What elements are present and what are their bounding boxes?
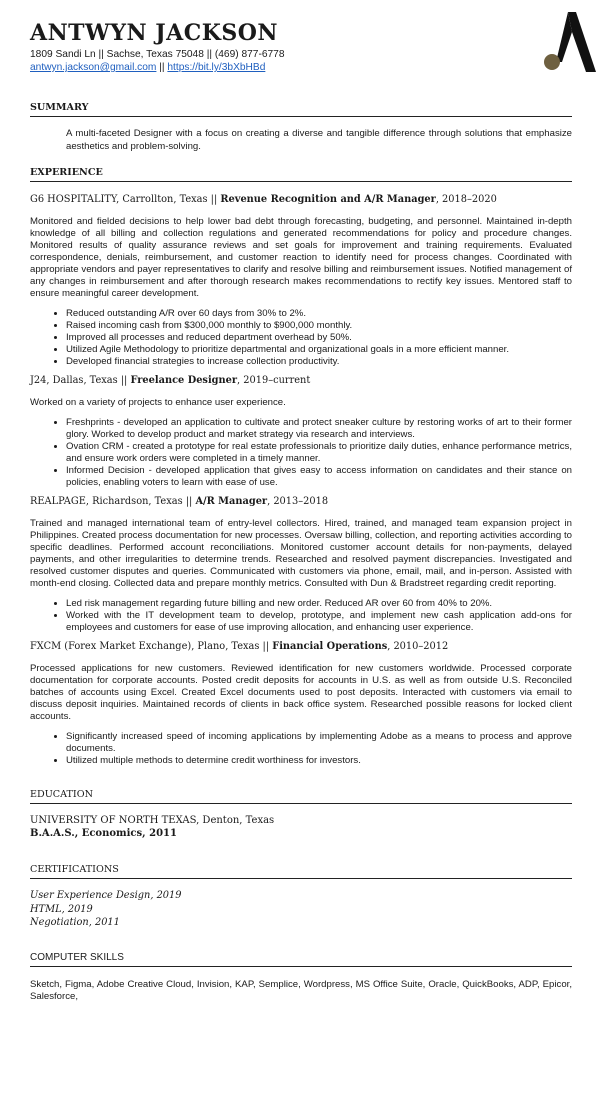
list-item: • Led risk management regarding future billing and new order. Reduced AR over 60 from 40% to 20%. (66, 598, 572, 610)
job-role: Freelance Designer (130, 375, 238, 386)
education-degree: B.A.A.S., Economics, 2011 (30, 828, 177, 839)
job-dates: , 2019–current (237, 375, 311, 386)
list-item: • Freshprints - developed an application to cultivate and protect sneaker culture by restoring works of art to their former glory. Worked to develop product and market strategy via research and interviews. (66, 417, 572, 441)
job-bullet-list (30, 598, 572, 634)
job-bullet-list (30, 417, 572, 489)
job-description: Monitored and fielded decisions to help lower bad debt through forecasting, budgeting, and personnel. Maintained in-depth knowledge of all billing and collection regulations and generated recommendations for policy and procedure changes. Monitored results of quality assurance reviews and set goals for improvement and training requirements. Evaluated correspondence, denials, reimbursement, and customer reaction to identify need for process changes. Coordinated with appropriate vendors and payer representatives to clarify and resolve billing and reimbursement issues. Notified management of any changes in reimbursement and after thorough research makes recommendations to rectify key issues. Mentored staff to ensure meaningful career development. (30, 216, 572, 299)
list-item: Negotiation, 2011 (30, 917, 120, 928)
job-company: J24, Dallas, Texas || (30, 375, 131, 386)
job-heading (30, 194, 572, 205)
certifications-heading: CERTIFICATIONS (30, 864, 572, 879)
job-dates: , 2018–2020 (435, 194, 497, 205)
skills-text: Sketch, Figma, Adobe Creative Cloud, Invision, KAP, Semplice, Wordpress, MS Office Suite, Oracle, QuickBooks, ADP, Epicor, Salesforce, (30, 978, 572, 1002)
email-link[interactable]: antwyn.jackson@gmail.com (30, 62, 157, 73)
link-separator: || (156, 62, 168, 73)
contact-address-line: 1809 Sandi Ln || Sachse, Texas 75048 || (469) 877-6778 (30, 49, 285, 60)
job-company: G6 HOSPITALITY, Carrollton, Texas || (30, 194, 221, 205)
list-item: • Significantly increased speed of incoming applications by implementing Adobe as a means to process and approve documents. (66, 731, 572, 755)
resume-page (30, 18, 572, 1004)
summary-text: A multi-faceted Designer with a focus on creating a diverse and tangible difference through solutions that emphasize aesthetics and problem-solving. (66, 128, 572, 152)
contact-links (30, 61, 572, 74)
list-item: • Worked with the IT development team to develop, prototype, and implement new cash application add-ons for employees and customers for ease of use improving allocation, and enhancing user experience. (66, 610, 572, 634)
job-heading (30, 641, 572, 652)
job-bullet-list (30, 308, 572, 368)
job-description: Processed applications for new customers. Reviewed identification for new customers worldwide. Processed corporate documentation for corporate accounts. Posted credit deposits for accounts in U.S. as well as from outside U.S. Reconciled batches of accounts using Excel. Created Excel documents used to post deposits. Interacted with customers via email to discuss deposit inquiries. Maintained records of clients in back office system. Researched possible reasons for locked client accounts. (30, 663, 572, 722)
job-description: Trained and managed international team of entry-level collectors. Hired, trained, and managed team expansion project in Philippines. Created process documentation for new processes. Oversaw billing, collection, and reporting activities according to specific deadlines. Performed account reconciliations. Monitored customer account details for non-payments, delayed payments, and other irregularities to determine trends. Researched and resolved payment discrepancies. Investigated and resolved customer disputes and queries. Communicated with customers via phone, email, mail, and in-person. Assisted with month-end closing. Collected data and prepare monthly metrics. Consulted with Dun & Bradstreet regarding credit reporting. (30, 518, 572, 589)
website-link[interactable]: https://bit.ly/3bXbHBd (167, 62, 266, 73)
list-item: • Ovation CRM - created a prototype for real estate professionals to prioritize daily duties, enhance performance metrics, and ensure work orders were completed in a timely manner. (66, 441, 572, 465)
job-role: Financial Operations (272, 641, 388, 652)
list-item: • Raised incoming cash from $300,000 monthly to $900,000 monthly. (66, 320, 572, 332)
job-role: Revenue Recognition and A/R Manager (220, 194, 436, 205)
job-role: A/R Manager (195, 496, 268, 507)
candidate-name: ANTWYN JACKSON (30, 20, 279, 46)
experience-heading: EXPERIENCE (30, 167, 572, 182)
summary-heading: SUMMARY (30, 102, 572, 117)
list-item: • Reduced outstanding A/R over 60 days from 30% to 2%. (66, 308, 572, 320)
job-heading (30, 496, 572, 507)
job-bullet-list (30, 731, 572, 767)
list-item: User Experience Design, 2019 (30, 890, 182, 901)
education-heading: EDUCATION (30, 789, 572, 804)
list-item: • Improved all processes and reduced department overhead by 50%. (66, 332, 572, 344)
list-item: • Utilized multiple methods to determine credit worthiness for investors. (66, 755, 572, 767)
skills-heading: COMPUTER SKILLS (30, 952, 572, 967)
list-item: • Utilized Agile Methodology to prioritize departmental and organizational goals in a more efficient manner. (66, 344, 572, 356)
job-company: REALPAGE, Richardson, Texas || (30, 496, 196, 507)
job-company: FXCM (Forex Market Exchange), Plano, Texas || (30, 641, 273, 652)
job-heading (30, 375, 572, 386)
list-item: HTML, 2019 (30, 903, 93, 915)
job-dates: , 2010–2012 (387, 641, 449, 652)
list-item: • Developed financial strategies to increase collection productivity. (66, 356, 572, 368)
certifications-list (30, 889, 572, 930)
job-description: Worked on a variety of projects to enhance user experience. (30, 397, 286, 408)
education-school: UNIVERSITY OF NORTH TEXAS, Denton, Texas (30, 815, 275, 826)
list-item: • Informed Decision - developed application that gives easy to access information on candidates and their stance on policies, enabling voters to learn with ease of use. (66, 465, 572, 489)
job-dates: , 2013–2018 (267, 496, 329, 507)
